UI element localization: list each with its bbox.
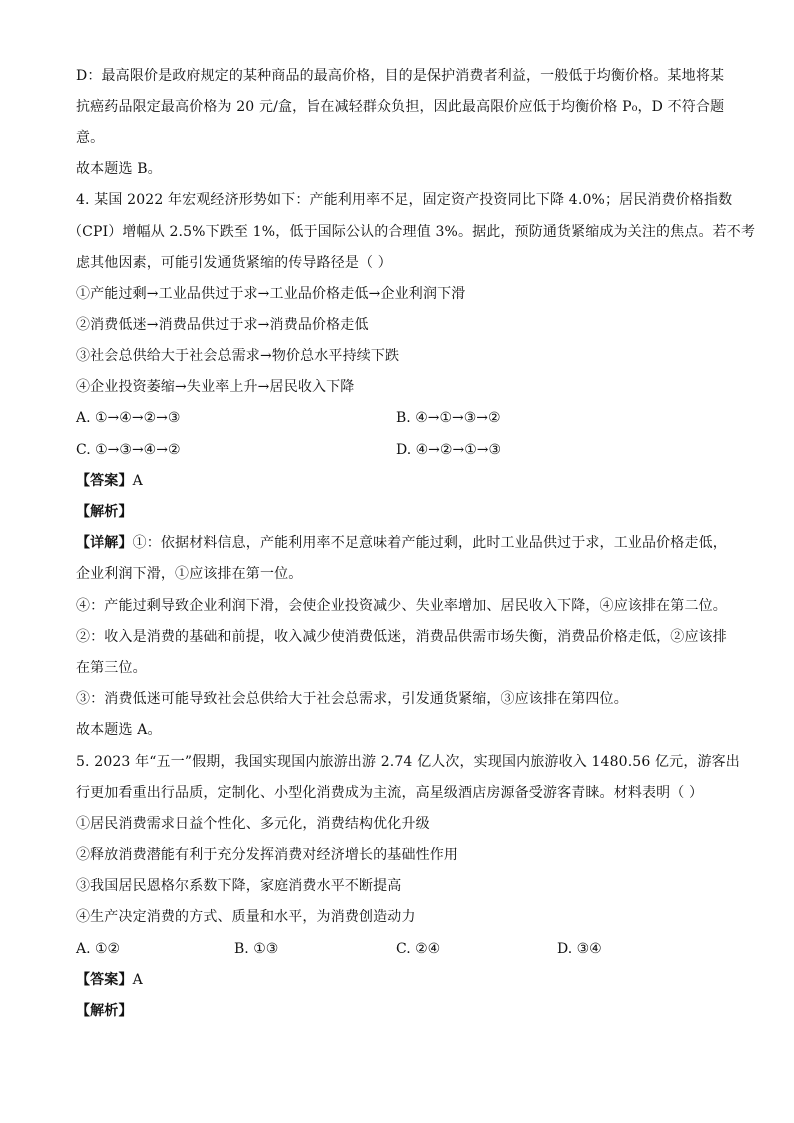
q5-item-1: ①居民消费需求日益个性化、多元化，消费结构优化升级 bbox=[76, 816, 430, 832]
q5-analysis-label: 【解析】 bbox=[76, 1003, 133, 1019]
q3-conclusion: 故本题选 B。 bbox=[76, 161, 162, 177]
q5-option-a: A. ①② bbox=[76, 941, 121, 957]
q3-option-d-explanation-line1: D：最高限价是政府规定的某种商品的最高价格，目的是保护消费者利益，一般低于均衡价格。某地将某 bbox=[76, 68, 725, 84]
q5-answer-value: A bbox=[132, 972, 143, 988]
q4-detail-line1 bbox=[76, 533, 726, 553]
q4-item-3: ③社会总供给大于社会总需求→物价总水平持续下跌 bbox=[76, 348, 400, 364]
q4-answer-value: A bbox=[132, 473, 143, 489]
q4-item-4: ④企业投资萎缩→失业率上升→居民收入下降 bbox=[76, 379, 355, 395]
q5-answer bbox=[76, 970, 726, 990]
q4-detail-line2: 企业利润下滑，①应该排在第一位。 bbox=[76, 566, 303, 582]
q4-detail-text1: ①：依据材料信息，产能利用率不足意味着产能过剩，此时工业品供过于求，工业品价格走低， bbox=[132, 535, 727, 551]
q5-stem-line1: 5. 2023 年“五一”假期，我国实现国内旅游出游 2.74 亿人次，实现国内旅游收入 1480.56 亿元，游客出 bbox=[76, 754, 740, 770]
q4-stem-line2: （CPI）增幅从 2.5%下跌至 1%，低于国际公认的合理值 3%。据此，预防通货紧缩成为关注的焦点。若不考 bbox=[68, 224, 756, 240]
q4-item-2: ②消费低迷→消费品供过于求→消费品价格走低 bbox=[76, 317, 369, 333]
q4-option-c: C. ①→③→④→② bbox=[76, 442, 181, 458]
q5-answer-label: 【答案】 bbox=[76, 972, 133, 988]
q5-item-4: ④生产决定消费的方式、质量和水平，为消费创造动力 bbox=[76, 909, 416, 925]
q4-detail-line4: ②：收入是消费的基础和前提，收入减少使消费低迷，消费品供需市场失衡，消费品价格走低，②应该排 bbox=[76, 629, 727, 645]
q4-stem-line3: 虑其他因素，可能引发通货紧缩的传导路径是（ ） bbox=[76, 255, 392, 271]
q5-item-3: ③我国居民恩格尔系数下降，家庭消费水平不断提高 bbox=[76, 878, 402, 894]
q4-option-d: D. ④→②→①→③ bbox=[396, 442, 502, 458]
q4-answer bbox=[76, 471, 726, 491]
q4-option-a: A. ①→④→②→③ bbox=[76, 410, 181, 426]
q5-stem-line2: 行更加看重出行品质，定制化、小型化消费成为主流，高星级酒店房源备受游客青睐。材料表明（ ） bbox=[76, 785, 704, 801]
q4-detail-line3: ④：产能过剩导致企业利润下滑，会使企业投资减少、失业率增加、居民收入下降，④应该排在第二位。 bbox=[76, 598, 727, 614]
q5-option-d: D. ③④ bbox=[557, 941, 602, 957]
q3-option-d-explanation-line3: 意。 bbox=[76, 130, 105, 146]
q4-conclusion: 故本题选 A。 bbox=[76, 722, 162, 738]
q4-item-1: ①产能过剩→工业品供过于求→工业品价格走低→企业利润下滑 bbox=[76, 286, 466, 302]
q4-stem-line1: 4. 某国 2022 年宏观经济形势如下：产能利用率不足，固定资产投资同比下降 4.0%；居民消费价格指数 bbox=[76, 192, 733, 208]
q5-option-c: C. ②④ bbox=[396, 941, 441, 957]
q4-analysis-label: 【解析】 bbox=[76, 504, 133, 520]
q4-answer-label: 【答案】 bbox=[76, 473, 133, 489]
q3-option-d-explanation-line2: 抗癌药品限定最高价格为 20 元/盒，旨在减轻群众负担，因此最高限价应低于均衡价格 P₀，D 不符合题 bbox=[76, 99, 725, 115]
q4-detail-line5: 在第三位。 bbox=[76, 660, 147, 676]
q4-option-b: B. ④→①→③→② bbox=[396, 410, 501, 426]
q4-detail-line6: ③：消费低迷可能导致社会总供给大于社会总需求，引发通货紧缩，③应该排在第四位。 bbox=[76, 691, 628, 707]
q4-detail-label: 【详解】 bbox=[76, 535, 133, 551]
q5-option-b: B. ①③ bbox=[234, 941, 279, 957]
q5-item-2: ②释放消费潜能有利于充分发挥消费对经济增长的基础性作用 bbox=[76, 847, 459, 863]
